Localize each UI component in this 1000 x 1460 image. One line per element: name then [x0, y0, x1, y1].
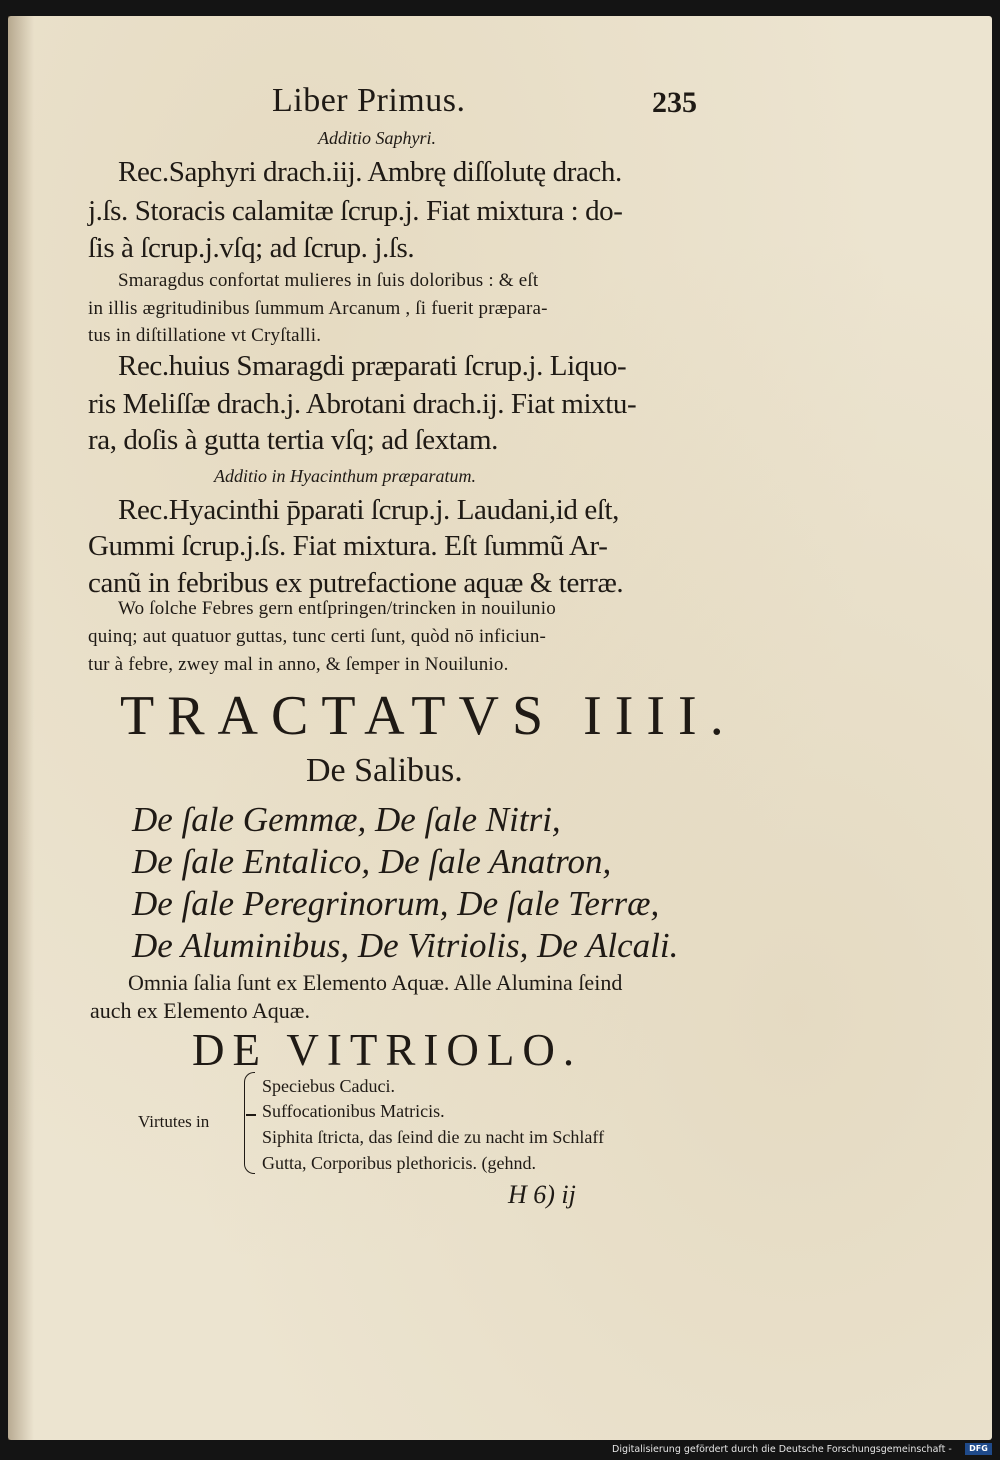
text-line: Rec.Hyacinthi p̄parati ſcrup.j. Laudani,id eſt,	[118, 494, 620, 526]
salt-list-line: De ſale Gemmæ, De ſale Nitri,	[132, 800, 561, 839]
tractatus-title: TRACTATVS IIII.	[120, 685, 737, 747]
curly-brace	[244, 1072, 255, 1174]
virtue-item: Speciebus Caduci.	[262, 1076, 395, 1096]
vitriol-title: DE VITRIOLO.	[192, 1025, 583, 1075]
text-line: Rec.huius Smaragdi præparati ſcrup.j. Liquo-	[118, 350, 627, 382]
text-line: quinq; aut quatuor guttas, tunc certi ſunt, quòd nō inficiun-	[88, 626, 547, 647]
text-line: tur à febre, zwey mal in anno, & ſemper in Nouilunio.	[88, 654, 509, 675]
salt-list-line: De ſale Entalico, De ſale Anatron,	[132, 842, 612, 881]
dfg-logo: DFG	[965, 1443, 992, 1455]
curly-brace-tip	[246, 1114, 256, 1116]
footer-credit: Digitalisierung gefördert durch die Deutsche Forschungsgemeinschaft -	[612, 1444, 952, 1455]
text-line: Omnia ſalia ſunt ex Elemento Aquæ. Alle Alumina ſeind	[128, 970, 623, 995]
virtue-item: Suffocationibus Matricis.	[262, 1101, 445, 1121]
virtue-item: Gutta, Corporibus plethoricis. (gehnd.	[262, 1153, 536, 1173]
text-line: ſis à ſcrup.j.vſq; ad ſcrup. j.ſs.	[88, 232, 415, 264]
section-heading-saphyri: Additio Saphyri.	[318, 128, 436, 148]
running-header-title: Liber Primus.	[272, 82, 466, 119]
text-line: Gummi ſcrup.j.ſs. Fiat mixtura. Eſt ſummũ Ar-	[88, 530, 608, 562]
text-line: ris Meliſſæ drach.j. Abrotani drach.ij. Fiat mixtu-	[88, 388, 637, 420]
signature-mark: H 6) ij	[508, 1180, 576, 1209]
section-heading-hyacinthus: Additio in Hyacinthum præparatum.	[214, 466, 476, 486]
text-line: Wo ſolche Febres gern entſpringen/trincken in nouilunio	[118, 598, 556, 619]
text-line: Rec.Saphyri drach.iij. Ambrę diſſolutę drach.	[118, 156, 622, 188]
virtues-label: Virtutes in	[138, 1112, 210, 1131]
salt-list-line: De Aluminibus, De Vitriolis, De Alcali.	[132, 926, 679, 965]
salt-list-line: De ſale Peregrinorum, De ſale Terræ,	[132, 884, 660, 923]
text-line: Smaragdus confortat mulieres in ſuis doloribus : & eſt	[118, 270, 539, 291]
text-line: ra, doſis à gutta tertia vſq; ad ſextam.	[88, 424, 499, 456]
text-line: tus in diſtillatione vt Cryſtalli.	[88, 325, 322, 346]
text-line: auch ex Elemento Aquæ.	[90, 998, 310, 1023]
page-number: 235	[652, 86, 697, 119]
text-line: in illis ægritudinibus ſummum Arcanum , ſi fuerit præpara-	[88, 298, 548, 319]
text-line: j.ſs. Storacis calamitæ ſcrup.j. Fiat mixtura : do-	[88, 195, 623, 227]
text-line: canũ in febribus ex putrefactione aquæ & terræ.	[88, 567, 624, 599]
virtue-item: Siphita ſtricta, das ſeind die zu nacht im Schlaff	[262, 1127, 605, 1147]
tractatus-subtitle: De Salibus.	[306, 752, 463, 789]
